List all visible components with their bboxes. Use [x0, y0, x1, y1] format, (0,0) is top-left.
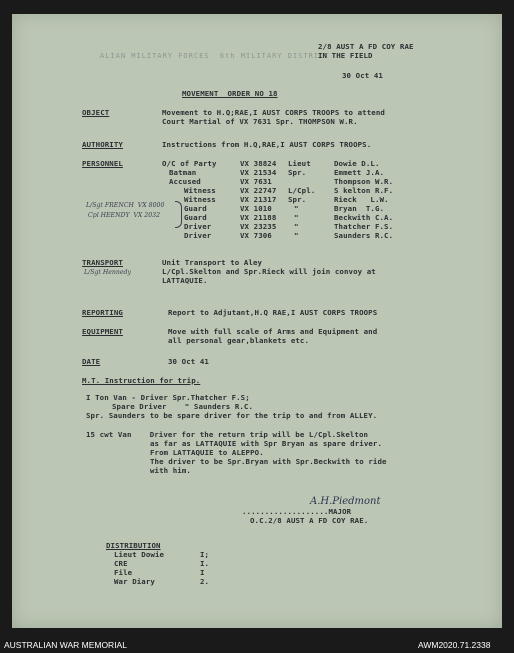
personnel-role: Batman — [169, 168, 197, 177]
object-line-1: Movement to H.Q;RAE,I AUST CORPS TROOPS to attend — [162, 108, 385, 117]
object-line-2: Court Martial of VX 7631 Spr. THOMPSON W.R. — [162, 117, 358, 126]
transport-label: TRANSPORT — [82, 258, 123, 267]
header-date: 30 Oct 41 — [342, 71, 383, 80]
reporting-label: REPORTING — [82, 308, 123, 317]
personnel-rank: L/Cpl. — [288, 186, 316, 195]
personnel-number: VX 22747 — [240, 186, 277, 195]
personnel-role: Witness — [184, 195, 216, 204]
document-page — [12, 14, 502, 628]
distribution-heading: DISTRIBUTION — [106, 541, 161, 550]
signature-scrawl: A.H.Piedmont — [310, 496, 381, 507]
handwritten-note-1: L/Sgt FRENCH VX 8000 — [86, 202, 165, 209]
signature-title: O.C.2/8 AUST A FD COY RAE. — [250, 516, 369, 525]
personnel-rank: " — [294, 222, 299, 231]
personnel-role: Witness — [184, 186, 216, 195]
personnel-role: O/C of Party — [162, 159, 217, 168]
distribution-recipient: Lieut Dowie — [114, 550, 165, 559]
order-title: MOVEMENT ORDER NO 18 — [182, 89, 278, 98]
mt-line-7: The driver to be Spr.Bryan with Spr.Beckwith to ride — [150, 457, 387, 466]
personnel-number: VX 21317 — [240, 195, 277, 204]
personnel-number: VX 38824 — [240, 159, 277, 168]
personnel-number: VX 7306 — [240, 231, 272, 240]
personnel-name: Thatcher F.S. — [334, 222, 394, 231]
personnel-name: Emmett J.A. — [334, 168, 385, 177]
personnel-rank: Spr. — [288, 168, 307, 177]
personnel-number: VX 23235 — [240, 222, 277, 231]
equipment-line-1: Move with full scale of Arms and Equipment and — [168, 327, 378, 336]
reporting-text: Report to Adjutant,H.Q RAE,I AUST CORPS TROOPS — [168, 308, 378, 317]
personnel-rank: " — [294, 213, 299, 222]
mt-line-4: 15 cwt Van Driver for the return trip will be L/Cpl.Skelton — [86, 430, 369, 439]
personnel-name: S kelton R.F. — [334, 186, 394, 195]
personnel-rank: " — [294, 231, 299, 240]
distribution-recipient: CRE — [114, 559, 128, 568]
personnel-name: Rieck L.W. — [334, 195, 389, 204]
mt-line-5: as far as LATTAQUIE with Spr Bryan as spare driver. — [150, 439, 383, 448]
personnel-number: VX 7631 — [240, 177, 272, 186]
mt-line-3: Spr. Saunders to be spare driver for the trip to and from ALLEY. — [86, 411, 378, 420]
personnel-name: Saunders R.C. — [334, 231, 394, 240]
distribution-qty: 2. — [200, 577, 210, 586]
mt-line-6: From LATTAQUIE to ALEPPO. — [150, 448, 264, 457]
personnel-role: Driver — [184, 231, 212, 240]
distribution-recipient: File — [114, 568, 133, 577]
personnel-role: Guard — [184, 213, 207, 222]
header-location: IN THE FIELD — [318, 51, 373, 60]
personnel-rank: Lieut — [288, 159, 311, 168]
footer-reference: AWM2020.71.2338 — [418, 640, 491, 650]
distribution-qty: I — [200, 568, 205, 577]
object-label: OBJECT — [82, 108, 110, 117]
footer-source: AUSTRALIAN WAR MEMORIAL — [4, 640, 127, 650]
transport-line-3: LATTAQUIE. — [162, 276, 208, 285]
personnel-number: VX 21534 — [240, 168, 277, 177]
personnel-role: Accused — [169, 177, 201, 186]
mt-line-2: Spare Driver " Saunders R.C. — [112, 402, 254, 411]
date-label: DATE — [82, 357, 101, 366]
letterhead: ALIAN MILITARY FORCES 6th MILITARY DISTRICT — [100, 52, 330, 60]
personnel-rank: Spr. — [288, 195, 307, 204]
authority-label: AUTHORITY — [82, 140, 123, 149]
distribution-qty: I; — [200, 550, 210, 559]
personnel-rank: " — [294, 204, 299, 213]
handwritten-transport-note: L/Sgt Hennedy — [84, 269, 131, 276]
personnel-name: Thompson W.R. — [334, 177, 394, 186]
personnel-name: Dowie D.L. — [334, 159, 380, 168]
personnel-role: Guard — [184, 204, 207, 213]
distribution-recipient: War Diary — [114, 577, 155, 586]
distribution-qty: I. — [200, 559, 210, 568]
transport-line-2: L/Cpl.Skelton and Spr.Rieck will join convoy at — [162, 267, 376, 276]
personnel-name: Bryan T.G. — [334, 204, 385, 213]
personnel-label: PERSONNEL — [82, 159, 123, 168]
handwritten-note-2: Cpl HEENDY VX 2032 — [88, 212, 161, 219]
transport-line-1: Unit Transport to Aley — [162, 258, 263, 267]
personnel-number: VX 1010 — [240, 204, 272, 213]
signature-rank: ...................MAJOR — [242, 507, 352, 516]
header-unit: 2/8 AUST A FD COY RAE — [318, 42, 414, 51]
mt-line-1: I Ton Van - Driver Spr.Thatcher F.S; — [86, 393, 250, 402]
equipment-label: EQUIPMENT — [82, 327, 123, 336]
mt-line-8: with him. — [150, 466, 191, 475]
personnel-role: Driver — [184, 222, 212, 231]
equipment-line-2: all personal gear,blankets etc. — [168, 336, 310, 345]
handwritten-brace — [175, 201, 182, 228]
personnel-number: VX 21188 — [240, 213, 277, 222]
authority-text: Instructions from H.Q,RAE,I AUST CORPS TROOPS. — [162, 140, 372, 149]
mt-heading: M.T. Instruction for trip. — [82, 376, 201, 385]
personnel-name: Beckwith C.A. — [334, 213, 394, 222]
date-text: 30 Oct 41 — [168, 357, 209, 366]
